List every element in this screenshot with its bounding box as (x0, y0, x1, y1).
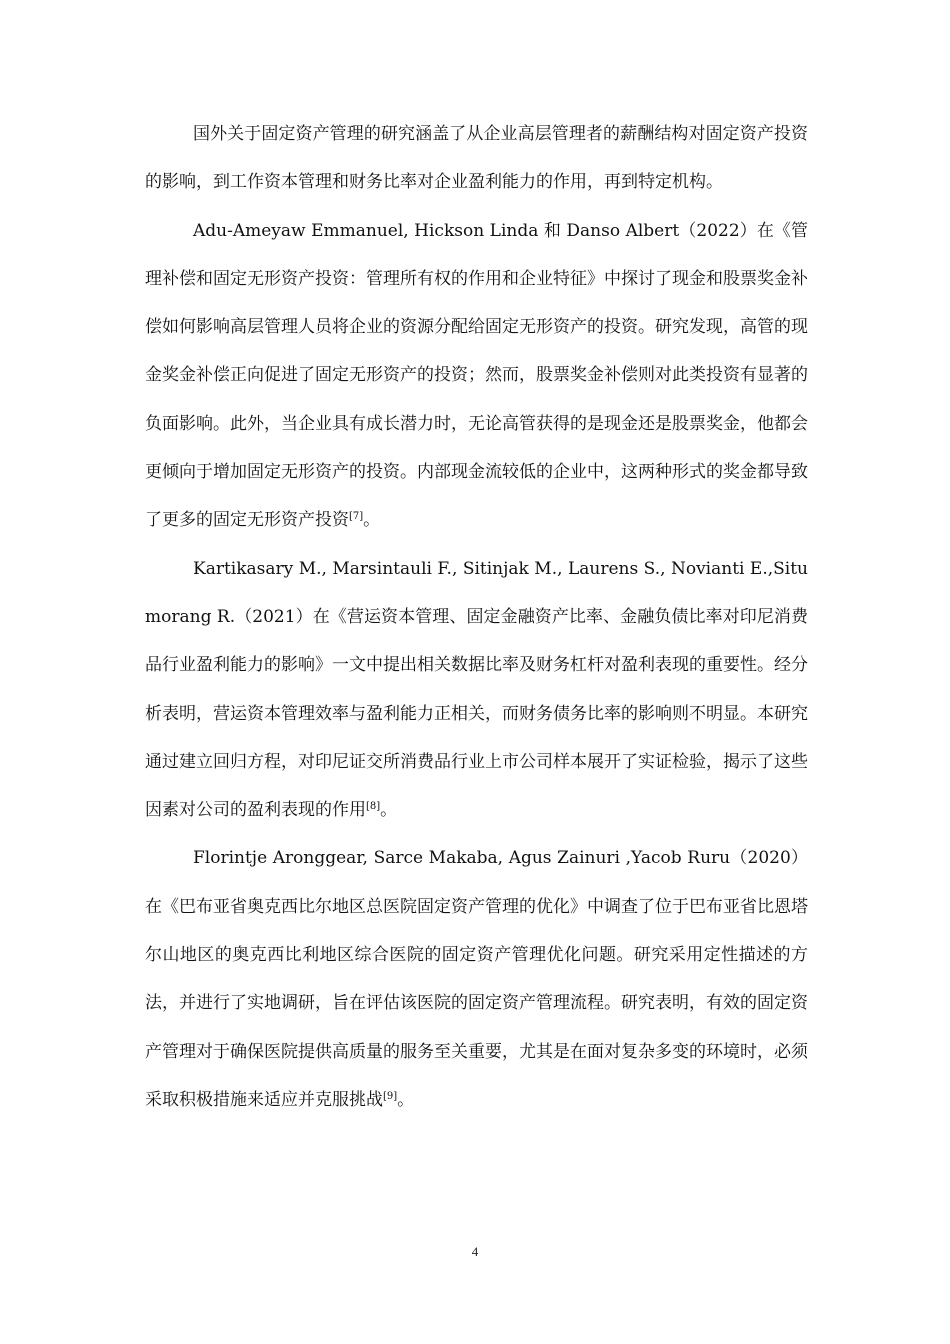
paragraph-text: Florintje Aronggear, Sarce Makaba, Agus Zainuri ,Yacob Ruru（2020）在《巴布亚省奥克西比尔地区总医院固定资产管理的优化》中调查了位于巴布亚省比恩塔尔山地区的奥克西比利地区综合医院的固定资产管理优化问题。研究采用定性描述的方法，并进行了实地调研，旨在评估该医院的固定资产管理流程。研究表明，有效的固定资产管理对于确保医院提供高质量的服务至关重要，尤其是在面对复杂多变的环境时，必须采取积极措施来适应并克服挑战 (145, 848, 808, 1110)
citation-marker: [7] (349, 511, 364, 523)
page-number: 4 (471, 1244, 479, 1259)
paragraph-text: Kartikasary M., Marsintauli F., Sitinjak M., Laurens S., Novianti E.,Situmorang R.（2021）在《营运资本管理、固定金融资产比率、金融负债比率对印尼消费品行业盈利能力的影响》一文中提出相关数据比率及财务杠杆对盈利表现的重要性。经分析表明，营运资本管理效率与盈利能力正相关，而财务债务比率的影响则不明显。本研究通过建立回归方程，对印尼证交所消费品行业上市公司样本展开了实证检验，揭示了这些因素对公司的盈利表现的作用 (145, 558, 808, 821)
paragraph-end-punct: 。 (363, 510, 381, 531)
citation-marker: [9] (383, 1090, 398, 1102)
paragraph-text: Adu-Ameyaw Emmanuel, Hickson Linda 和 Danso Albert（2022）在《管理补偿和固定无形资产投资：管理所有权的作用和企业特征》中探讨了现金和股票奖金补偿如何影响高层管理人员将企业的资源分配给固定无形资产的投资。研究发现，高管的现金奖金补偿正向促进了固定无形资产的投资；然而，股票奖金补偿则对此类投资有显著的负面影响。此外，当企业具有成长潜力时，无论高管获得的是现金还是股票奖金，他都会更倾向于增加固定无形资产的投资。内部现金流较低的企业中，这两种形式的奖金都导致了更多的固定无形资产投资 (145, 220, 808, 531)
paragraph-text: 国外关于固定资产管理的研究涵盖了从企业高层管理者的薪酬结构对固定资产投资的影响，到工作资本管理和财务比率对企业盈利能力的作用，再到特定机构。 (145, 124, 808, 193)
paragraph-kartikasary (145, 545, 808, 835)
paragraph-end-punct: 。 (380, 800, 398, 821)
paragraph-aronggear (145, 834, 808, 1124)
citation-marker: [8] (366, 801, 381, 813)
body-text (145, 110, 808, 1124)
paragraph-end-punct: 。 (397, 1089, 415, 1110)
paragraph-intro (145, 110, 808, 207)
paragraph-adu-ameyaw (145, 207, 808, 545)
